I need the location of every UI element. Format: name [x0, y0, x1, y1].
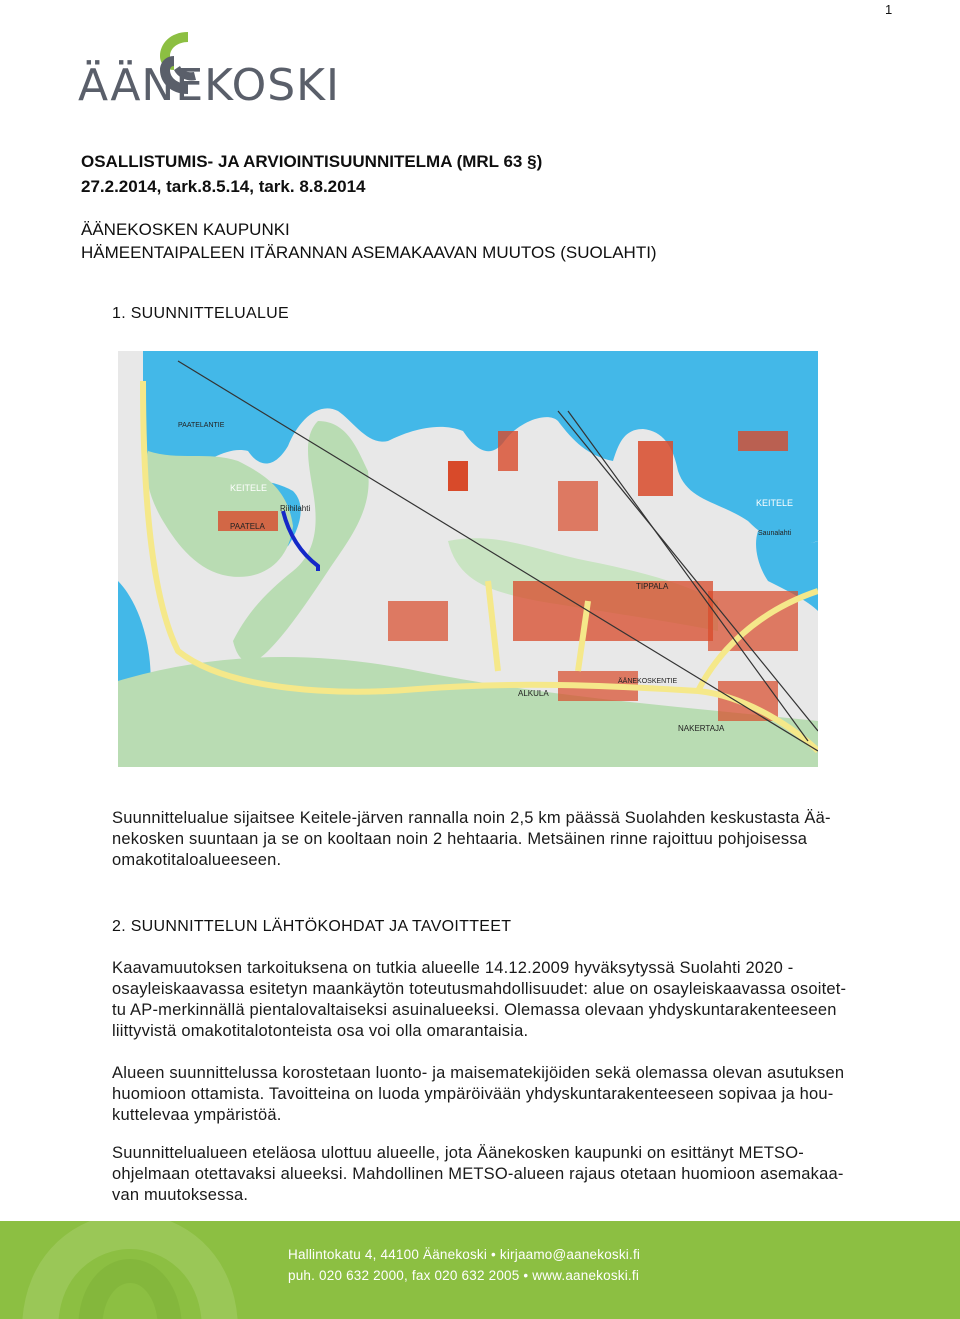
project-name: HÄMEENTAIPALEEN ITÄRANNAN ASEMAKAAVAN MUUTOS (SUOLAHTI)	[81, 243, 657, 262]
footer-banner	[0, 1221, 960, 1319]
text-line: van muutoksessa.	[112, 1186, 249, 1204]
text-line: kuttelevaa ympäristöä.	[112, 1106, 282, 1124]
text-line: tu AP-merkinnällä pientalovaltaiseksi asuinalueeksi. Olemassa olevaan yhdyskuntarakenteeseen	[112, 1001, 837, 1019]
map-label-keitele-e: KEITELE	[756, 498, 794, 508]
section-1-title: 1. SUUNNITTELUALUE	[112, 305, 289, 322]
text-line: nekosken suuntaan ja se on kooltaan noin 2 hehtaaria. Metsäinen rinne rajoittuu pohjoisessa	[112, 830, 808, 848]
text-line: Kaavamuutoksen tarkoituksena on tutkia alueelle 14.12.2009 hyväksytyssä Suolahti 2020 -	[112, 959, 794, 977]
map-label-riihilahti: Riihilahti	[280, 504, 311, 513]
section-2-title: 2. SUUNNITTELUN LÄHTÖKOHDAT JA TAVOITTEET	[112, 918, 512, 935]
text-line: omakotitaloalueeseen.	[112, 851, 282, 869]
section-2-paragraph-1	[112, 958, 902, 1042]
text-line: liittyvistä omakotitalotonteista osa voi olla omarantaisia.	[112, 1022, 529, 1040]
document-title: OSALLISTUMIS- JA ARVIOINTISUUNNITELMA (MRL 63 §)	[81, 152, 543, 171]
map-label-keitele-w: KEITELE	[230, 483, 268, 493]
text-line: osayleiskaavassa esitetyn maankäytön toteutusmahdollisuudet: alue on osayleiskaavassa osoitet-	[112, 980, 847, 998]
section-2-paragraph-2	[112, 1063, 902, 1126]
footer-contact: puh. 020 632 2000, fax 020 632 2005 • www.aanekoski.fi	[288, 1268, 640, 1283]
map-label-alkula: ALKULA	[518, 689, 549, 698]
map-label-aanekoskentie: ÄÄNEKOSKENTIE	[618, 678, 678, 685]
logo-wordmark: ÄÄNEKOSKI	[78, 60, 340, 111]
text-line: Suunnittelualue sijaitsee Keitele-järven rannalla noin 2,5 km päässä Suolahden keskustasta Ää-	[112, 809, 831, 827]
document-dates: 27.2.2014, tark.8.5.14, tark. 8.8.2014	[81, 177, 366, 196]
map-label-saunalahti: Saunalahti	[758, 530, 792, 537]
footer-logo-watermark	[0, 1221, 260, 1319]
text-line: huomioon ottamista. Tavoitteina on luoda ympäröivään yhdyskuntarakenteeseen sopivaa ja hou-	[112, 1085, 834, 1103]
map-label-nakertaja: NAKERTAJA	[678, 724, 725, 733]
section-2-paragraph-3	[112, 1143, 902, 1206]
map-label-paatelantie: PAATELANTIE	[178, 422, 225, 429]
section-1-paragraph	[112, 808, 902, 871]
text-line: Alueen suunnittelussa korostetaan luonto- ja maisematekijöiden sekä olemassa olevan asutuksen	[112, 1064, 845, 1082]
footer-address: Hallintokatu 4, 44100 Äänekoski • kirjaamo@aanekoski.fi	[288, 1247, 641, 1262]
text-line: Suunnittelualueen eteläosa ulottuu alueelle, jota Äänekosken kaupunki on esittänyt METSO-	[112, 1144, 804, 1162]
map-label-paatela: PAATELA	[230, 522, 265, 531]
location-map	[118, 351, 818, 767]
organization-name: ÄÄNEKOSKEN KAUPUNKI	[81, 220, 290, 239]
page-number: 1	[885, 2, 893, 17]
map-label-tippala: TIPPALA	[636, 582, 669, 591]
text-line: ohjelmaan otettavaksi alueeksi. Mahdollinen METSO-alueen rajaus otetaan huomioon asemakaa-	[112, 1165, 844, 1183]
